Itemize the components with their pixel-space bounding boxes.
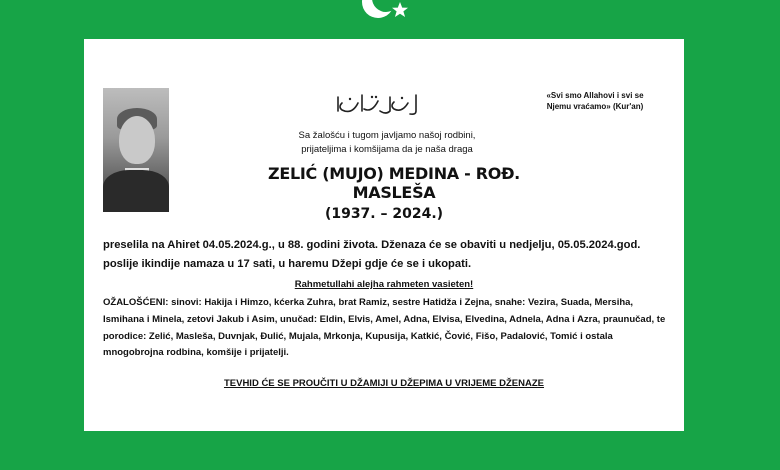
intro-line-2: prijateljima i komšijama da je naša draga bbox=[301, 144, 473, 155]
portrait-photo bbox=[103, 88, 169, 212]
deceased-name: ZELIĆ (MUJO) MEDINA - ROĐ. MASLEŠA bbox=[268, 164, 520, 202]
quote-line-1: «Svi smo Allahovi i svi se bbox=[546, 91, 644, 100]
intro-line-1: Sa žalošću i tugom javljamo našoj rodbini, bbox=[298, 130, 476, 141]
deceased-years: (1937. – 2024.) bbox=[324, 206, 444, 222]
arabic-calligraphy-icon bbox=[332, 91, 422, 117]
announcement-text bbox=[103, 236, 673, 274]
crescent-star-icon bbox=[350, 0, 414, 30]
obituary-card bbox=[84, 39, 684, 431]
announcement-line-2: poslije ikindije namaza u 17 sati, u haremu Džepi gdje će se i ukopati. bbox=[103, 258, 472, 270]
mourners-paragraph bbox=[103, 295, 669, 362]
rahmet-line bbox=[84, 279, 684, 290]
mourners-text: sinovi: Hakija i Himzo, kćerka Zuhra, brat Ramiz, sestre Hatidža i Zejna, snahe: Vezira, Suada, Mersiha, Ismihana i Minela, zetovi Jakub i Asim, unučad: Eldin, Elvis, Amel, Adna, Elvisa, Elvedina, Adnela, Adna i Azra, praunučad, te porodice: Zelić, Masleša, Duvnjak, Đulić, Mujala, Mrkonja, Kupusija, Katkić, Čović, Fišo, Padalović, Tomić i ostala mnogobrojna rodbina, komšije i prijatelji. bbox=[103, 297, 666, 359]
intro-text bbox=[267, 129, 507, 157]
tevhid-text: TEVHID ĆE SE PROUČITI U DŽAMIJI U DŽEPIMA U VRIJEME DŽENAZE bbox=[223, 378, 545, 389]
quran-quote bbox=[525, 90, 665, 112]
quote-line-2: Njemu vraćamo» (Kur'an) bbox=[546, 102, 644, 111]
tevhid-line bbox=[84, 378, 684, 389]
mourners-label: OŽALOŠĆENI: bbox=[103, 297, 169, 308]
rahmet-text: Rahmetullahi alejha rahmeten vasieten! bbox=[294, 279, 474, 290]
announcement-line-1: preselila na Ahiret 04.05.2024.g., u 88. godini života. Dženaza će se obaviti u nedjelju, 05.05.2024.god. bbox=[103, 239, 641, 251]
